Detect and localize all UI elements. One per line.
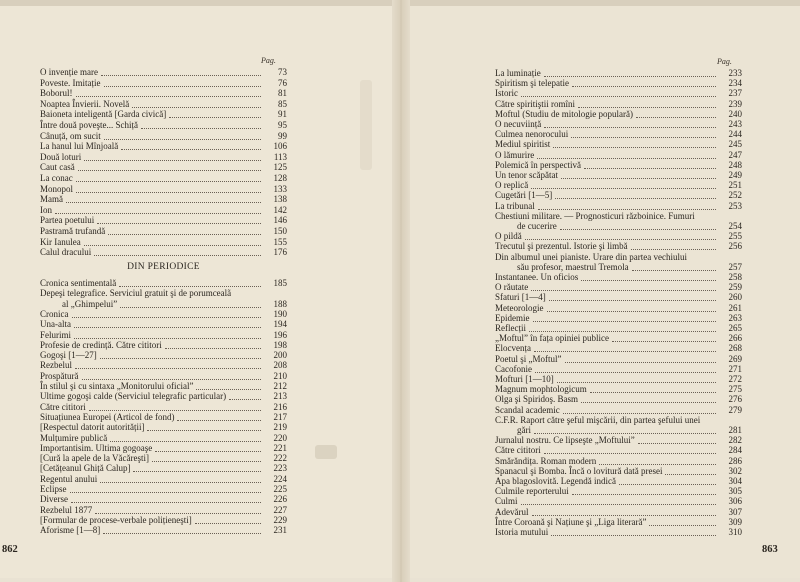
toc-entry-page: 269: [728, 353, 742, 364]
leader-dots: [78, 170, 261, 171]
toc-entry-title: Culmile reporterului: [495, 486, 569, 497]
toc-entry: [40, 162, 287, 173]
toc-entry-title: al „Ghimpelui”: [62, 298, 118, 309]
toc-entry-page: 237: [728, 88, 742, 99]
toc-entry-title: Una-alta: [40, 319, 71, 330]
toc-entry-page: 212: [273, 381, 287, 391]
leader-dots: [147, 430, 261, 431]
leader-dots: [563, 413, 716, 414]
toc-entry: [40, 215, 287, 226]
toc-entry-page: 268: [728, 343, 742, 354]
toc-entry-page: 239: [728, 98, 742, 109]
leader-dots: [619, 484, 716, 485]
leader-dots: [119, 286, 261, 287]
leader-dots: [100, 482, 261, 483]
toc-entry-page: 190: [273, 308, 287, 319]
toc-entry-title: Către cititori: [40, 401, 86, 412]
toc-entry-title: O necuviință: [495, 119, 542, 129]
leader-dots: [636, 117, 716, 118]
toc-entry-title: Aforisme [1—8]: [40, 525, 101, 536]
toc-entry-page: 306: [728, 496, 742, 507]
toc-entry-title: Istoric: [495, 88, 518, 99]
leader-dots: [571, 137, 716, 138]
toc-entry-title: Gogoşi [1—27]: [40, 350, 97, 361]
leader-dots: [110, 441, 261, 442]
toc-entry-title: Culmi: [495, 496, 518, 507]
leader-dots: [532, 515, 716, 516]
leader-dots: [572, 86, 716, 87]
toc-entry-page: 106: [273, 141, 287, 152]
toc-entry-page: 91: [278, 109, 287, 120]
toc-entry-page: 259: [728, 282, 742, 293]
toc-entry-page: 229: [273, 514, 287, 525]
toc-entry-page: 150: [273, 226, 287, 236]
toc-entry-title: Spanacul şi Bomba. Încă o lovitură dată presei: [495, 465, 663, 476]
leader-dots: [121, 149, 261, 150]
leader-dots: [84, 245, 261, 246]
toc-entry-title: Smărăndița. Roman modern: [495, 455, 597, 466]
toc-entry-title: Mofturi [1—10]: [495, 374, 554, 384]
toc-entry-page: 284: [728, 445, 742, 456]
toc-entry-title: Rezbelul: [40, 360, 72, 371]
leader-dots: [578, 107, 716, 108]
toc-entry-page: 208: [273, 360, 287, 371]
toc-entry-page: 281: [728, 425, 742, 435]
toc-entry-title: Trecutul şi prezentul. Istorie şi limbă: [495, 241, 628, 252]
leader-dots: [533, 321, 716, 322]
toc-entry: [40, 525, 287, 536]
toc-entry-page: 257: [728, 261, 742, 272]
leader-dots: [521, 96, 716, 97]
toc-entry-page: 275: [728, 384, 742, 395]
leader-dots: [196, 389, 261, 390]
leader-dots: [95, 513, 261, 514]
leader-dots: [538, 209, 716, 210]
leader-dots: [584, 168, 716, 169]
toc-entry: [40, 67, 287, 78]
toc-entry-page: 216: [273, 401, 287, 412]
toc-entry-title: Kir Ianulea: [40, 236, 81, 247]
leader-dots: [141, 128, 261, 129]
toc-entry-page: 255: [728, 231, 742, 242]
leader-dots: [557, 382, 716, 383]
toc-entry: [40, 109, 287, 120]
right-page-number: 863: [762, 544, 778, 555]
toc-entry-page: 272: [728, 374, 742, 384]
toc-entry-title: Ion: [40, 204, 52, 215]
leader-dots: [66, 202, 261, 203]
toc-entry: [40, 99, 287, 110]
toc-entry-page: 133: [273, 183, 287, 194]
toc-entry-page: 310: [728, 527, 742, 537]
toc-entry-page: 304: [728, 476, 742, 486]
leader-dots: [544, 127, 716, 128]
toc-entry-page: 227: [273, 504, 287, 515]
toc-entry-page: 233: [728, 68, 742, 78]
toc-entry-page: 99: [278, 130, 287, 141]
toc-entry-page: 247: [728, 149, 742, 160]
leader-dots: [155, 451, 261, 452]
toc-entry-page: 194: [273, 319, 287, 330]
toc-entry-page: 210: [273, 370, 287, 381]
leader-dots: [549, 300, 716, 301]
toc-entry-page: 142: [273, 204, 287, 215]
toc-entry: [40, 226, 287, 237]
toc-entry-title: Olga şi Spiridoş. Basm: [495, 394, 579, 405]
leader-dots: [525, 239, 716, 240]
toc-entry-title: Între Coroană şi Națiune şi „Liga literară”: [495, 516, 647, 527]
toc-entry-title: Noaptea Învierii. Novelă: [40, 98, 130, 109]
toc-entry-title: O replică: [495, 180, 529, 191]
toc-entry-page: 95: [278, 120, 287, 130]
toc-entry-page: 223: [273, 463, 287, 474]
leader-dots: [71, 502, 261, 503]
toc-entry-title: Apa blagoslovită. Legendă indică: [495, 476, 616, 486]
leader-dots: [555, 198, 716, 199]
toc-entry: [40, 247, 287, 258]
toc-entry-page: 254: [728, 221, 742, 231]
toc-entry-page: 243: [728, 119, 742, 129]
toc-entry-page: 225: [273, 484, 287, 494]
toc-entry-title: Pastramă trufandă: [40, 226, 106, 236]
toc-entry: [40, 205, 287, 216]
toc-entry: [40, 88, 287, 99]
toc-entry-title: Partea poetului: [40, 215, 95, 226]
pag-label-left: Pag.: [261, 56, 276, 65]
leader-dots: [169, 117, 261, 118]
toc-entry-page: 76: [278, 77, 287, 88]
leader-dots: [104, 139, 261, 140]
toc-entry-page: 128: [273, 173, 287, 183]
leader-dots: [544, 76, 716, 77]
toc-entry-title: Polemică în perspectivă: [495, 159, 581, 170]
leader-dots: [97, 223, 261, 224]
toc-entry-title: Monopol: [40, 183, 74, 194]
toc-entry-page: 253: [728, 200, 742, 211]
toc-entry-page: 266: [728, 333, 742, 344]
toc-entry-page: 125: [273, 162, 287, 173]
toc-entry-title: O răutate: [495, 282, 529, 293]
toc-entry-title: [Respectul datorit autorității]: [40, 422, 145, 433]
leader-dots: [529, 331, 716, 332]
toc-entry-page: 244: [728, 129, 742, 140]
leader-dots: [581, 402, 716, 403]
leader-dots: [76, 181, 261, 182]
toc-entry-title: Moftul (Studiu de mitologie populară): [495, 108, 633, 119]
leader-dots: [665, 474, 716, 475]
leader-dots: [133, 471, 261, 472]
toc-entry-page: 252: [728, 190, 742, 201]
leader-dots: [108, 234, 261, 235]
leader-dots: [612, 341, 716, 342]
paper-stain: [315, 445, 337, 459]
toc-entry-title: La hanul lui Mînjoală: [40, 141, 119, 152]
toc-entry-title: La tribunal: [495, 200, 535, 211]
toc-entry-page: 276: [728, 394, 742, 405]
leader-dots: [75, 368, 261, 369]
toc-entry-page: 265: [728, 323, 742, 333]
toc-entry-page: 251: [728, 180, 742, 191]
toc-entry-title: O pildă: [495, 231, 522, 242]
toc-entry-page: 176: [273, 247, 287, 258]
toc-entry: [40, 78, 287, 89]
toc-entry-title: Către cititori: [495, 445, 541, 456]
toc-entry-page: 198: [273, 339, 287, 350]
toc-entry-title: Scandal academic: [495, 404, 560, 415]
leader-dots: [70, 492, 261, 493]
leader-dots: [82, 379, 261, 380]
leader-dots: [534, 433, 716, 434]
leader-dots: [521, 504, 716, 505]
leader-dots: [76, 192, 261, 193]
toc-entry-page: 85: [278, 98, 287, 109]
toc-entry-title: Situațiunea Europei (Articol de fond): [40, 411, 175, 422]
leader-dots: [101, 75, 261, 76]
toc-entry-title: Magnum mophtologicum: [495, 384, 587, 395]
leader-dots: [229, 399, 261, 400]
toc-entry-page: 188: [273, 298, 287, 309]
toc-entry-page: 256: [728, 241, 742, 252]
toc-entry-title: Mediul spiritist: [495, 139, 551, 150]
toc-entry-page: 286: [728, 455, 742, 466]
toc-entry-title: Prospătură: [40, 370, 79, 381]
toc-entry: [40, 141, 287, 152]
toc-entry-page: 81: [278, 88, 287, 99]
leader-dots: [104, 86, 261, 87]
leader-dots: [177, 420, 261, 421]
toc-entry-page: 226: [273, 494, 287, 505]
toc-entry-title: său profesor, maestrul Tremola: [517, 261, 629, 272]
toc-entry-page: 260: [728, 292, 742, 303]
book-gutter: [392, 0, 410, 582]
toc-entry-title: Depeşi telegrafice. Serviciul gratuit şi de porumcealã: [40, 288, 232, 299]
toc-entry-title: Felurimi: [40, 329, 71, 340]
toc-entry: [40, 173, 287, 184]
leader-dots: [120, 307, 261, 308]
toc-entry-title: Sfaturi [1—4]: [495, 292, 546, 303]
toc-entry-title: Profesie de credință. Către cititori: [40, 339, 162, 350]
toc-entry-title: Epidemie: [495, 312, 530, 323]
toc-entry-page: 263: [728, 312, 742, 323]
leader-dots: [551, 535, 716, 536]
paper-stain: [360, 80, 372, 170]
toc-entry-title: [Formular de procese-verbale polițieneşti]: [40, 514, 192, 525]
toc-entry-title: Cacofonie: [495, 363, 532, 374]
toc-entry-title: O lămurire: [495, 149, 535, 160]
toc-entry-page: 282: [728, 435, 742, 446]
toc-entry-page: 240: [728, 108, 742, 119]
leader-dots: [55, 213, 261, 214]
leader-dots: [535, 372, 716, 373]
leader-dots: [581, 280, 716, 281]
toc-entry-page: 217: [273, 411, 287, 422]
toc-entry-page: 248: [728, 159, 742, 170]
pag-label-right: Pag.: [717, 57, 732, 66]
leader-dots: [599, 464, 716, 465]
leader-dots: [152, 461, 261, 462]
toc-entry-page: 305: [728, 486, 742, 497]
toc-entry: [40, 120, 287, 131]
toc-entry-page: 258: [728, 272, 742, 282]
toc-entry-title: La conac: [40, 173, 73, 183]
leader-dots: [103, 533, 261, 534]
toc-entry: [40, 194, 287, 205]
leader-dots: [649, 525, 716, 526]
toc-entry-page: 146: [273, 215, 287, 226]
leader-dots: [561, 178, 716, 179]
toc-entry-title: C.F.R. Raport către şeful mişcării, din partea şefului unei: [495, 414, 701, 425]
toc-entry-title: Ultime gogoşi calde (Serviciul telegrafic particular): [40, 391, 227, 402]
toc-entry-title: Rezbelul 1877: [40, 504, 93, 515]
toc-entry: [40, 131, 287, 142]
toc-entry-title: Mamă: [40, 194, 63, 205]
toc-entry-page: 307: [728, 506, 742, 517]
toc-entry: [40, 152, 287, 163]
toc-entry-title: gări: [517, 425, 531, 435]
toc-entry-title: Către spiritiştii romîni: [495, 98, 575, 109]
leader-dots: [572, 494, 716, 495]
toc-entry: [40, 237, 287, 248]
leader-dots: [76, 96, 261, 97]
toc-entry-page: 138: [273, 194, 287, 205]
leader-dots: [165, 348, 261, 349]
toc-entry-page: 234: [728, 78, 742, 89]
leader-dots: [74, 327, 261, 328]
toc-entry-title: La luminație: [495, 68, 541, 78]
section-heading: DIN PERIODICE: [127, 262, 200, 272]
toc-entry-title: Spiritism şi telepatie: [495, 78, 569, 89]
toc-entry-page: 213: [273, 391, 287, 402]
toc-entry-title: Meteorologie: [495, 302, 544, 313]
toc-entry-title: Din albumul unei pianiste. Urare din partea vechiului: [495, 251, 687, 262]
toc-entry: [495, 527, 742, 538]
toc-entry-title: Calul dracului: [40, 247, 92, 258]
toc-entry-page: 221: [273, 442, 287, 453]
leader-dots: [534, 351, 716, 352]
toc-entry-page: 196: [273, 329, 287, 340]
toc-entry-title: [Cură la apele de la Văcăreşti]: [40, 453, 150, 464]
leader-dots: [565, 362, 716, 363]
leader-dots: [100, 358, 261, 359]
left-page-number: 862: [2, 544, 18, 555]
leader-dots: [74, 338, 261, 339]
toc-entry-title: de cucerire: [517, 221, 557, 231]
toc-entry-page: 249: [728, 170, 742, 180]
toc-entry-title: Baioneta inteligentă [Garda civică]: [40, 109, 167, 120]
toc-entry-title: Cugetări [1—5]: [495, 190, 553, 201]
toc-entry-title: Cânuță, om sucit: [40, 130, 101, 141]
toc-entry-title: Instantanee. Un oficios: [495, 272, 579, 282]
toc-entry-title: Regentul anului: [40, 473, 98, 484]
toc-entry-title: Cronica sentimentală: [40, 278, 117, 288]
toc-entry-title: O invenție mare: [40, 67, 98, 77]
leader-dots: [560, 229, 716, 230]
toc-entry-page: 73: [278, 67, 287, 77]
toc-entry-page: 185: [273, 278, 287, 288]
toc-entry-title: Două loturi: [40, 151, 82, 162]
leader-dots: [638, 443, 716, 444]
toc-entry-title: Istoria mutului: [495, 527, 549, 537]
toc-entry-page: 113: [273, 151, 287, 162]
leader-dots: [631, 249, 716, 250]
toc-entry-page: 219: [273, 422, 287, 433]
leader-dots: [553, 147, 716, 148]
toc-entry-title: „Moftul” în fața opiniei publice: [495, 333, 609, 344]
leader-dots: [531, 290, 716, 291]
toc-entry-title: Elocvența: [495, 343, 531, 354]
leader-dots: [94, 255, 261, 256]
toc-entry-page: 222: [273, 453, 287, 464]
toc-entry-title: În stilul şi cu sintaxa „Monitorului oficial”: [40, 381, 194, 391]
leader-dots: [195, 523, 261, 524]
toc-entry-title: Poveste. Imitație: [40, 77, 101, 88]
toc-entry-page: 261: [728, 302, 742, 313]
leader-dots: [531, 188, 716, 189]
toc-entry-page: 302: [728, 465, 742, 476]
leader-dots: [132, 107, 261, 108]
toc-entry-title: Eclipse: [40, 484, 67, 494]
leader-dots: [547, 311, 716, 312]
toc-entry-page: 309: [728, 516, 742, 527]
toc-entry-page: 245: [728, 139, 742, 150]
leader-dots: [590, 392, 716, 393]
toc-entry-title: Chestiuni militare. — Prognosticuri războinice. Fumuri: [495, 210, 695, 221]
toc-entry-page: 200: [273, 350, 287, 361]
toc-entry-title: Boborul!: [40, 88, 73, 99]
leader-dots: [537, 158, 716, 159]
toc-entry-title: Reflecții: [495, 323, 526, 333]
toc-entry-title: Cronica: [40, 308, 69, 319]
toc-entry-title: Importantisim. Ultima gogoaşe: [40, 442, 153, 453]
leader-dots: [84, 160, 261, 161]
toc-entry-page: 271: [728, 363, 742, 374]
toc-entry-page: 220: [273, 432, 287, 443]
toc-entry-title: Jurnalul nostru. Ce lipseşte „Moftului”: [495, 435, 635, 446]
toc-entry-title: Poetul şi „Moftul”: [495, 353, 562, 364]
toc-entry-title: Culmea nenorocului: [495, 129, 569, 140]
toc-entry-title: [Cetățeanul Ghiță Calup]: [40, 463, 131, 474]
toc-entry-page: 279: [728, 404, 742, 415]
toc-entry-page: 231: [273, 525, 287, 536]
toc-entry-title: Diverse: [40, 494, 68, 505]
toc-entry: [40, 184, 287, 195]
leader-dots: [72, 317, 261, 318]
leader-dots: [544, 453, 716, 454]
toc-entry-title: Între două poveşte... Schiță: [40, 120, 138, 130]
toc-entry-title: Caut casă: [40, 162, 75, 173]
toc-entry-title: Mulțumire publică: [40, 432, 108, 443]
toc-entry-title: Adevărul: [495, 506, 529, 517]
toc-entry-page: 155: [273, 236, 287, 247]
leader-dots: [632, 270, 716, 271]
toc-entry-title: Un tenor scăpătat: [495, 170, 558, 180]
toc-entry-page: 224: [273, 473, 287, 484]
leader-dots: [89, 410, 261, 411]
